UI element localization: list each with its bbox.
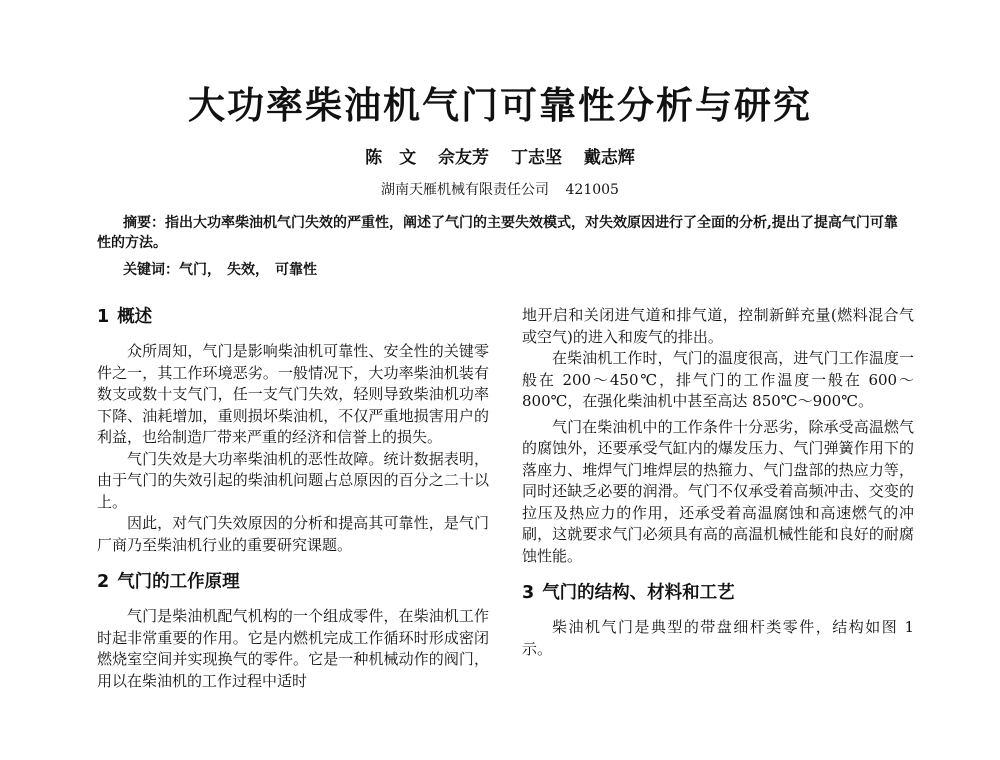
keywords	[97, 260, 909, 280]
paper-title: 大功率柴油机气门可靠性分析与研究	[188, 84, 812, 127]
section-title: 气门的结构、材料和工艺	[542, 583, 735, 603]
paragraph: 因此，对气门失效原因的分析和提高其可靠性，是气门厂商乃至柴油机行业的重要研究课题。	[97, 514, 489, 554]
section-heading	[97, 305, 489, 329]
paragraph-continued: 地开启和关闭进气道和排气道，控制新鲜充量(燃料混合气或空气)的进入和废气的排出。	[522, 306, 914, 346]
paragraph: 柴油机气门是典型的带盘细杆类零件，结构如图 1 示。	[522, 618, 914, 658]
section-heading	[97, 570, 489, 594]
paragraph: 在柴油机工作时，气门的温度很高，进气门工作温度一般在 200～450℃，排气门的工作温度一般在 600～800℃，在强化柴油机中甚至高达 850℃～900℃。	[522, 349, 914, 410]
author-list	[0, 146, 1000, 170]
section-number: 1	[97, 307, 110, 327]
author-name: 佘友芳	[438, 148, 490, 168]
section-number: 3	[522, 583, 535, 603]
keywords-label: 关键词：	[123, 262, 179, 278]
paragraph: 气门失效是大功率柴油机的恶性故障。统计数据表明，由于气门的失效引起的柴油机问题占总原因的百分之二十以上。	[97, 449, 489, 511]
author-name: 陈 文	[365, 148, 417, 168]
keyword: 气门，	[179, 262, 221, 278]
author-name: 丁志坚	[510, 148, 562, 168]
author-name: 戴志辉	[583, 148, 635, 168]
paragraph: 气门是柴油机配气机构的一个组成零件，在柴油机工作时起非常重要的作用。它是内燃机完成工作循环时形成密闭燃烧室空间并实现换气的零件。它是一种机械动作的阀门，用以在柴油机的工作过程中适时	[97, 607, 489, 690]
paragraph: 众所周知，气门是影响柴油机可靠性、安全性的关键零件之一，其工作环境恶劣。一般情况下，大功率柴油机装有数支或数十支气门，任一支气门失效，轻则导致柴油机功率下降、油耗增加，重则损坏柴油机，不仅严重地损害用户的利益，也给制造厂带来严重的经济和信誉上的损失。	[97, 342, 489, 446]
left-column	[97, 305, 489, 692]
abstract	[97, 213, 909, 253]
section-number: 2	[97, 572, 110, 592]
affiliation-postcode: 421005	[565, 182, 619, 198]
paragraph: 气门在柴油机中的工作条件十分恶劣，除承受高温燃气的腐蚀外，还要承受气缸内的爆发压力、气门弹簧作用下的落座力、堆焊气门堆焊层的热箍力、气门盘部的热应力等，同时还缺乏必要的润滑。气门不仅承受着高频冲击、交变的拉压及热应力的作用，还承受着高温腐蚀和高速燃气的冲刷，这就要求气门必须具有高的高温机械性能和良好的耐腐蚀性能。	[522, 417, 914, 565]
abstract-label: 摘要：	[123, 215, 165, 231]
keyword: 可靠性	[275, 262, 317, 278]
affiliation	[0, 180, 1000, 200]
section-heading	[522, 581, 914, 605]
section-title: 气门的工作原理	[117, 572, 240, 592]
keyword: 失效，	[227, 262, 269, 278]
right-column	[522, 305, 914, 660]
abstract-text: 指出大功率柴油机气门失效的严重性，阐述了气门的主要失效模式，对失效原因进行了全面的分析,提出了提高气门可靠性的方法。	[97, 215, 898, 251]
affiliation-name: 湖南天雁机械有限责任公司	[381, 182, 550, 198]
section-title: 概述	[117, 307, 153, 327]
